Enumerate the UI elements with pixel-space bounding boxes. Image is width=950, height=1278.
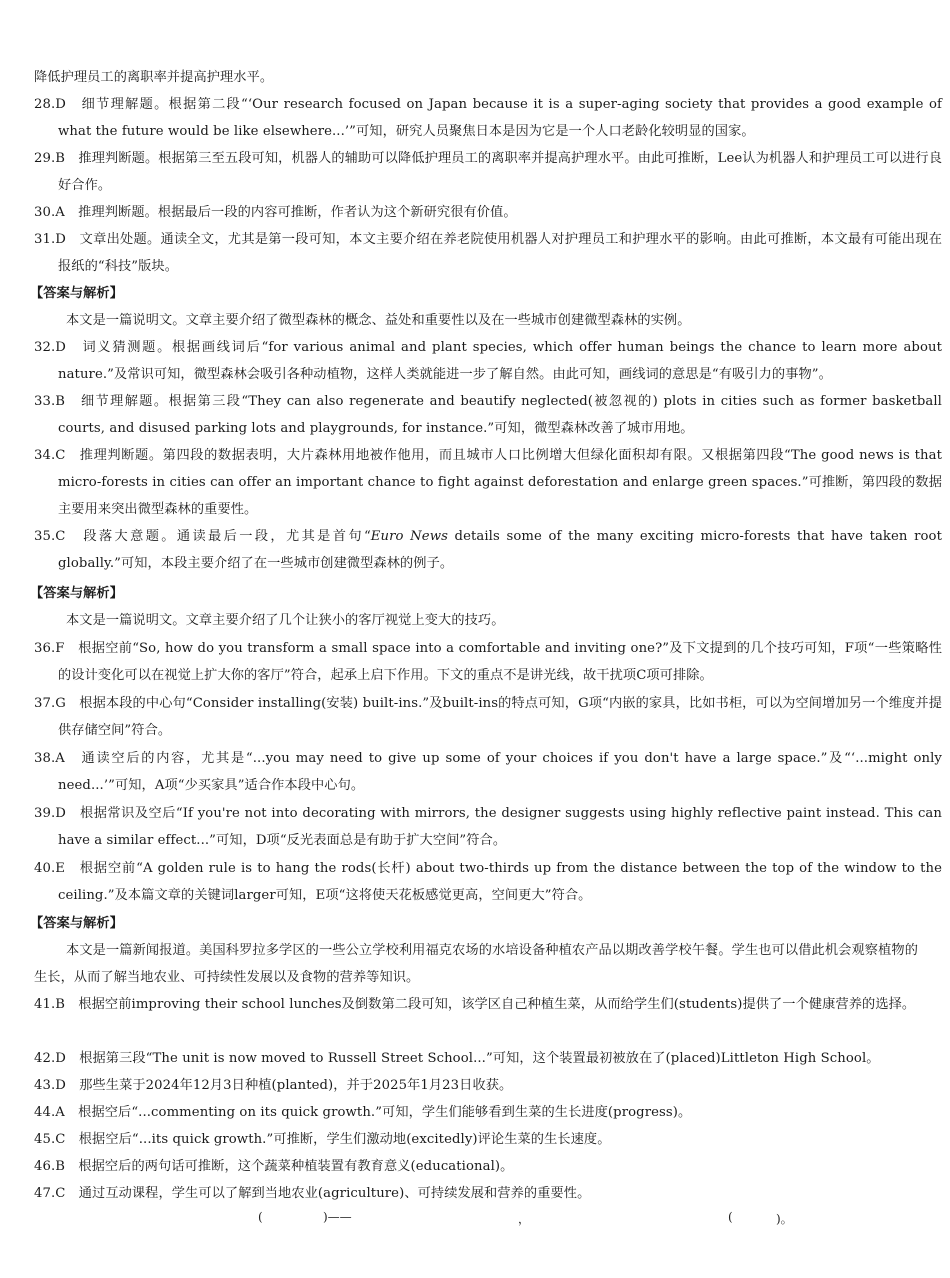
answer-44: 44.A 根据空后“...commenting on its quick growth.”可知，学生们能够看到生菜的生长进度(progress)。 [34, 1105, 692, 1120]
answer-35-part-b: details some of the many exciting micro-forests that have taken root globally.”可知，本段主要介绍了在一些城市创建微型森林的例子。 [58, 529, 942, 571]
answer-28: 28.D 细节理解题。根据第二段“‘Our research focused on Japan because it is a super-aging society that provides a good example of what the future would be like elsewhere...’”可知，研究人员聚焦日本是因为它是一个人口老龄化较明显的国家。 [34, 97, 942, 139]
answer-41: 41.B 根据空前improving their school lunches及倒数第二段可知，该学区自己种植生菜，从而给学生们(students)提供了一个健康营养的选择。 [34, 997, 916, 1012]
section-intro: 本文是一篇说明文。文章主要介绍了几个让狭小的客厅视觉上变大的技巧。 [66, 613, 505, 628]
answer-39: 39.D 根据常识及空后“If you're not into decorating with mirrors, the designer suggests using highly reflective paint instead. This can have a similar effect...”可知，D项“反光表面总是有助于扩大空间”符合。 [34, 806, 942, 848]
footer-open-paren-2: ( [728, 1210, 733, 1224]
answer-40: 40.E 根据空前“A golden rule is to hang the rods(长杆) about two-thirds up from the distance between the top of the window to the ceiling.”及本篇文章的关键词larger可知，E项“这将使天花板感觉更高，空间更大”符合。 [34, 861, 942, 903]
footer-open-paren: ( [258, 1210, 263, 1224]
answer-34: 34.C 推理判断题。第四段的数据表明，大片森林用地被作他用，而且城市人口比例增大但绿化面积却有限。又根据第四段“The good news is that micro-forests in cities can offer an important chance to fight against deforestation and enlarge green spaces.”可推断，第四段的数据主要用来突出微型森林的重要性。 [34, 448, 942, 517]
section-intro: 本文是一篇说明文。文章主要介绍了微型森林的概念、益处和重要性以及在一些城市创建微型森林的实例。 [66, 313, 691, 328]
answer-31: 31.D 文章出处题。通读全文，尤其是第一段可知，本文主要介绍在养老院使用机器人对护理员工和护理水平的影响。由此可推断，本文最有可能出现在报纸的“科技”版块。 [34, 232, 942, 274]
answer-45: 45.C 根据空后“...its quick growth.”可推断，学生们激动地(excitedly)评论生菜的生长速度。 [34, 1132, 611, 1147]
answer-46: 46.B 根据空后的两句话可推断，这个蔬菜种植装置有教育意义(educational)。 [34, 1159, 514, 1174]
footer-close-period: )。 [776, 1212, 793, 1226]
answer-33: 33.B 细节理解题。根据第三段“They can also regenerate and beautify neglected(被忽视的) plots in cities such as former basketball courts, and disused parking lots and playgrounds, for instance.”可知，微型森林改善了城市用地。 [34, 394, 942, 436]
answer-35-italic-title: Euro News [370, 529, 448, 544]
section-intro: 本文是一篇新闻报道。美国科罗拉多学区的一些公立学校利用福克农场的水培设备种植农产品以期改善学校午餐。学生也可以借此机会观察植物的生长，从而了解当地农业、可持续性发展以及食物的营养等知识。 [34, 943, 918, 985]
answer-32: 32.D 词义猜测题。根据画线词后“for various animal and plant species, which offer human beings the chance to learn more about nature.”及常识可知，微型森林会吸引各种动植物，这样人类就能进一步了解自然。由此可知，画线词的意思是“有吸引力的事物”。 [34, 340, 942, 382]
answer-38: 38.A 通读空后的内容，尤其是“...you may need to give up some of your choices if you don't have a large space.”及“‘...might only need...’”可知，A项“少买家具”适合作本段中心句。 [34, 751, 942, 793]
section-heading: 【答案与解析】 [30, 586, 124, 601]
answer-37: 37.G 根据本段的中心句“Consider installing(安装) built-ins.”及built-ins的特点可知，G项“内嵌的家具，比如书柜，可以为空间增加另一个维度并提供存储空间”符合。 [34, 696, 942, 738]
page-footer [250, 1210, 810, 1234]
answer-29: 29.B 推理判断题。根据第三至五段可知，机器人的辅助可以降低护理员工的离职率并提高护理水平。由此可推断，Lee认为机器人和护理员工可以进行良好合作。 [34, 151, 942, 193]
answer-35 [34, 523, 942, 577]
answer-43: 43.D 那些生菜于2024年12月3日种植(planted)，并于2025年1月23日收获。 [34, 1078, 513, 1093]
answer-42: 42.D 根据第三段“The unit is now moved to Russell Street School...”可知，这个装置最初被放在了(placed)Littleton High School。 [34, 1051, 880, 1066]
answer-36: 36.F 根据空前“So, how do you transform a small space into a comfortable and inviting one?”及下文提到的几个技巧可知，F项“一些策略性的设计变化可以在视觉上扩大你的客厅”符合，起承上启下作用。下文的重点不是讲光线，故干扰项C项可排除。 [34, 641, 942, 683]
answer-35-part-a: 35.C 段落大意题。通读最后一段，尤其是首句“ [34, 529, 371, 544]
answer-30: 30.A 推理判断题。根据最后一段的内容可推断，作者认为这个新研究很有价值。 [34, 205, 517, 220]
footer-comma: ， [518, 1212, 531, 1226]
answer-47: 47.C 通过互动课程，学生可以了解到当地农业(agriculture)、可持续发展和营养的重要性。 [34, 1186, 591, 1201]
footer-close-dash: )—— [323, 1210, 352, 1224]
section-heading: 【答案与解析】 [30, 286, 124, 301]
section-heading: 【答案与解析】 [30, 916, 124, 931]
continued-line: 降低护理员工的离职率并提高护理水平。 [34, 70, 274, 85]
